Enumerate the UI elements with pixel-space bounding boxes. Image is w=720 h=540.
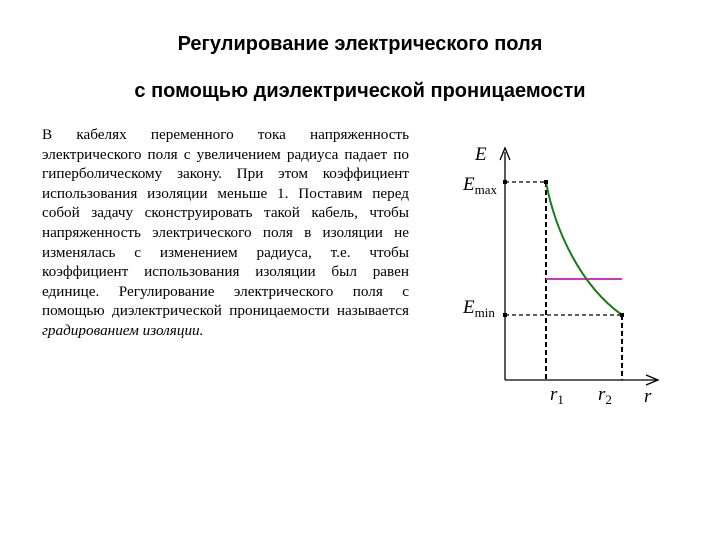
r1-sub: 1 xyxy=(557,392,564,407)
r1-main: r xyxy=(550,384,558,405)
body-paragraph xyxy=(42,125,409,341)
r2-label xyxy=(598,384,612,407)
emin-label xyxy=(462,297,495,320)
curve-end-marker xyxy=(620,313,624,317)
x-axis-label: r xyxy=(644,386,652,407)
r2-sub: 2 xyxy=(605,392,612,407)
body-text: В кабелях переменного тока напряженность электрического поля с увеличением радиуса падает по гиперболическому закону. При этом коэффициент использования изоляции меньше 1. Поставим перед собой задачу сконструировать такой кабель, чтобы напряженность электрического поля в изоляции не изменялась с изменением радиуса, т.е. чтобы коэффициент использования изоляции был равен единице. Регулирование электрического поля с помощью диэлектрической проницаемости называется xyxy=(42,126,409,320)
y-axis-label: E xyxy=(475,144,487,165)
curve-start-marker xyxy=(544,180,548,184)
r2-main: r xyxy=(598,384,606,405)
emin-marker xyxy=(503,313,507,317)
slide-title-line1: Регулирование электрического поля xyxy=(177,33,543,55)
emin-main: E xyxy=(463,297,475,318)
field-curve xyxy=(546,182,622,315)
field-strength-graph xyxy=(440,130,680,415)
body-emphasis: градированием изоляции. xyxy=(42,321,204,339)
slide-title-line2: с помощью диэлектрической проницаемости xyxy=(134,80,586,102)
r1-label xyxy=(550,384,564,407)
emax-main: E xyxy=(463,174,475,195)
emax-label xyxy=(462,174,497,197)
emax-marker xyxy=(503,180,507,184)
emin-sub: min xyxy=(474,305,495,320)
emax-sub: max xyxy=(474,182,497,197)
